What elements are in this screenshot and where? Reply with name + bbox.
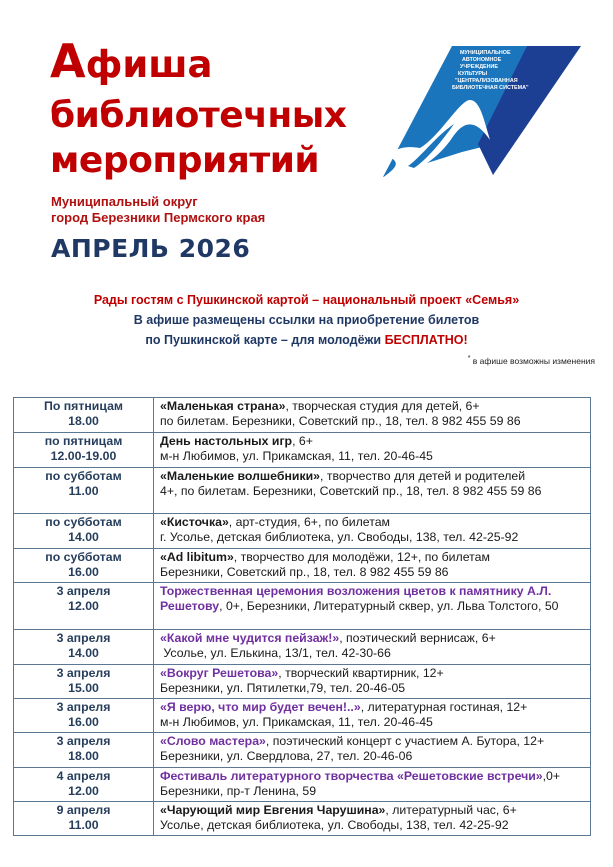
event-address: по билетам. Березники, Советский пр., 18, тел. 8 982 455 59 86 xyxy=(160,414,521,428)
event-day: 3 апреля xyxy=(56,700,111,714)
event-date-cell xyxy=(14,398,154,433)
event-description-cell xyxy=(154,630,591,665)
event-time: 14.00 xyxy=(68,530,99,544)
event-day: По пятницам xyxy=(43,399,124,413)
event-address: Березники, Советский пр., 18, тел. 8 982 455 59 86 xyxy=(160,565,449,579)
event-description-cell xyxy=(154,665,591,699)
event-row xyxy=(14,630,591,665)
event-address: Березники, пр-т Ленина, 59 xyxy=(160,784,317,798)
event-row xyxy=(14,549,591,583)
event-address: м-н Любимов, ул. Прикамская, 11, тел. 20-46-45 xyxy=(160,449,433,463)
promo-line-3-text: по Пушкинской карте – для молодёжи xyxy=(145,333,385,347)
logo-text-line: МУНИЦИПАЛЬНОЕ xyxy=(460,50,511,56)
events-table xyxy=(13,397,591,836)
event-details: , литературная гостиная, 12+ xyxy=(360,700,528,714)
event-address: Усолье, детская библиотека, ул. Свободы, 138, тел. 42-25-92 xyxy=(160,818,509,832)
event-time: 16.00 xyxy=(68,715,99,729)
event-address: Березники, ул. Пятилетки,79, тел. 20-46-05 xyxy=(160,681,406,695)
subtitle-line-2: город Березники Пермского края xyxy=(51,210,266,225)
event-day: 3 апреля xyxy=(56,734,111,748)
subtitle-line-1: Муниципальный округ xyxy=(51,194,198,209)
note-text: в афише возможны изменения xyxy=(470,355,595,366)
event-address: Усолье, ул. Елькина, 13/1, тел. 42-30-66 xyxy=(160,646,391,660)
event-date-cell xyxy=(14,665,154,699)
event-row xyxy=(14,768,591,802)
event-title: «Я верю, что мир будет вечен!..» xyxy=(160,700,361,714)
note-asterisk: * xyxy=(467,355,471,362)
event-description-cell xyxy=(154,514,591,549)
event-day: 4 апреля xyxy=(56,769,111,783)
event-date-cell xyxy=(14,549,154,583)
event-day: по субботам xyxy=(45,515,122,529)
event-date-cell xyxy=(14,630,154,665)
event-row xyxy=(14,802,591,836)
title-first-letter: А xyxy=(50,34,86,88)
title-line-1 xyxy=(50,34,213,88)
title-line-1-rest: фиша xyxy=(85,43,213,86)
event-row xyxy=(14,665,591,699)
event-date-cell xyxy=(14,733,154,768)
logo-text-line: УЧРЕЖДЕНИЕ xyxy=(460,64,499,70)
event-title: «Вокруг Решетова» xyxy=(160,666,279,680)
event-title: «Маленькие волшебники» xyxy=(160,469,320,483)
event-row xyxy=(14,699,591,733)
event-day: по субботам xyxy=(45,469,122,483)
event-date-cell xyxy=(14,468,154,514)
event-details: , поэтический вернисаж, 6+ xyxy=(339,631,496,645)
event-address: 4+, по билетам. Березники, Советский пр., 18, тел. 8 982 455 59 86 xyxy=(160,484,542,498)
event-description-cell xyxy=(154,398,591,433)
event-title: Торжественная церемония возложения цветов к памятнику А.Л. Решетову xyxy=(160,584,552,613)
event-description-cell xyxy=(154,768,591,802)
event-description-cell xyxy=(154,802,591,836)
event-details: , творчество для молодёжи, 12+, по билетам xyxy=(233,550,490,564)
event-details: , творческий квартирник, 12+ xyxy=(278,666,444,680)
event-row xyxy=(14,433,591,468)
event-time: 16.00 xyxy=(68,565,99,579)
event-time: 18.00 xyxy=(68,414,99,428)
event-time: 14.00 xyxy=(68,646,99,660)
event-time: 12.00 xyxy=(68,599,99,613)
event-description-cell xyxy=(154,549,591,583)
event-row xyxy=(14,733,591,768)
event-row xyxy=(14,514,591,549)
library-system-logo xyxy=(380,40,590,185)
logo-text-line: КУЛЬТУРЫ xyxy=(458,71,488,77)
title-line-3: мероприятий xyxy=(50,140,320,181)
event-title: День настольных игр xyxy=(160,434,293,448)
event-title: «Ad libitum» xyxy=(160,550,234,564)
logo-city: г. БЕРЕЗНИКИ xyxy=(417,172,455,178)
event-address: м-н Любимов, ул. Прикамская, 11, тел. 20-46-45 xyxy=(160,715,433,729)
event-row xyxy=(14,468,591,514)
free-highlight: БЕСПЛАТНО! xyxy=(384,333,468,347)
event-row xyxy=(14,583,591,630)
event-date-cell xyxy=(14,514,154,549)
event-time: 18.00 xyxy=(68,749,99,763)
event-details: , 6+ xyxy=(292,434,313,448)
event-description-cell xyxy=(154,699,591,733)
logo-text-line: "ЦЕНТРАЛИЗОВАННАЯ xyxy=(455,78,518,84)
event-time: 12.00-19.00 xyxy=(50,449,117,463)
event-day: по пятницам xyxy=(44,434,123,448)
event-description-cell xyxy=(154,733,591,768)
event-title: «Какой мне чудится пейзаж!» xyxy=(160,631,340,645)
event-title: «Слово мастера» xyxy=(160,734,266,748)
event-date-cell xyxy=(14,699,154,733)
event-description-cell xyxy=(154,583,591,630)
logo-text-line: БИБЛИОТЕЧНАЯ СИСТЕМА" xyxy=(452,85,529,91)
month-heading: АПРЕЛЬ 2026 xyxy=(51,234,251,263)
event-details: , литературный час, 6+ xyxy=(385,803,517,817)
promo-line-3 xyxy=(0,332,613,348)
event-time: 15.00 xyxy=(68,681,99,695)
event-title: Фестиваль литературного творчества «Решетовские встречи» xyxy=(160,769,543,783)
changes-note xyxy=(468,355,595,366)
event-time: 11.00 xyxy=(68,818,99,832)
event-day: 3 апреля xyxy=(56,584,111,598)
event-details: , творчество для детей и родителей xyxy=(320,469,526,483)
promo-line-1: Рады гостям с Пушкинской картой – национальный проект «Семья» xyxy=(93,293,520,307)
event-details: ,0+ xyxy=(542,769,561,783)
event-details: , творческая студия для детей, 6+ xyxy=(285,399,480,413)
event-day: по субботам xyxy=(45,550,122,564)
event-day: 9 апреля xyxy=(56,803,111,817)
event-time: 11.00 xyxy=(68,484,99,498)
event-description-cell xyxy=(154,433,591,468)
promo-line-2: В афише размещены ссылки на приобретение билетов xyxy=(133,313,480,327)
event-time: 12.00 xyxy=(68,784,99,798)
event-date-cell xyxy=(14,768,154,802)
event-address: г. Усолье, детская библиотека, ул. Свободы, 138, тел. 42-25-92 xyxy=(160,530,519,544)
logo-text-line: АВТОНОМНОЕ xyxy=(462,57,502,63)
event-date-cell xyxy=(14,802,154,836)
event-title: «Чарующий мир Евгения Чарушина» xyxy=(160,803,386,817)
event-day: 3 апреля xyxy=(56,631,111,645)
event-address: Березники, ул. Свердлова, 27, тел. 20-46-06 xyxy=(160,749,413,763)
event-description-cell xyxy=(154,468,591,514)
event-row xyxy=(14,398,591,433)
event-date-cell xyxy=(14,433,154,468)
event-details: , поэтический концерт с участием А. Бутора, 12+ xyxy=(265,734,545,748)
event-day: 3 апреля xyxy=(56,666,111,680)
event-date-cell xyxy=(14,583,154,630)
event-title: «Кисточка» xyxy=(160,515,229,529)
title-line-2: библиотечных xyxy=(50,95,347,136)
event-title: «Маленькая страна» xyxy=(160,399,286,413)
event-details: , 0+, Березники, Литературный сквер, ул. Льва Толстого, 50 xyxy=(219,599,559,613)
event-details: , арт-студия, 6+, по билетам xyxy=(228,515,391,529)
